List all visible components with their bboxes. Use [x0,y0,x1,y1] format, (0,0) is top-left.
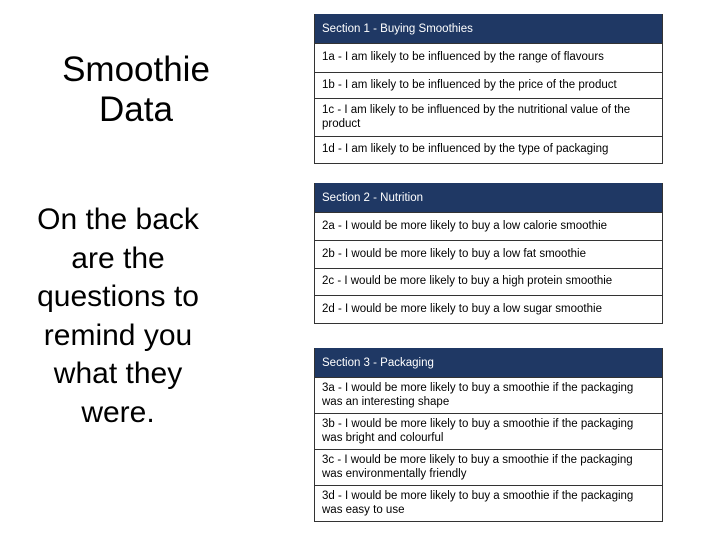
title-line-1: Smoothie [62,50,210,89]
question-3b [315,413,662,449]
section-1-header-label: Section 1 - Buying Smoothies [322,22,473,35]
question-3c-text: 3c - I would be more likely to buy a smoothie if the packaging was environmentally friendly [322,454,633,480]
section-3-header-label: Section 3 - Packaging [322,356,434,369]
title-line-2: Data [99,90,173,129]
section-2-header [315,183,662,212]
question-2c [315,268,662,295]
note-line-5: what they [53,357,183,390]
question-1a-text: 1a - I am likely to be influenced by the range of flavours [322,51,604,64]
section-1-header [315,14,662,43]
note-line-4: remind you [43,318,193,352]
section-2-header-label: Section 2 - Nutrition [322,191,423,204]
question-2b [315,240,662,268]
question-3a-text: 3a - I would be more likely to buy a smoothie if the packaging was an interesting shape [322,382,634,408]
question-1d-text: 1d - I am likely to be influenced by the type of packaging [322,143,609,156]
section-1-table [314,14,663,164]
question-1c [315,98,662,136]
section-3-header [315,348,662,377]
section-2-table [314,183,663,324]
note-line-1: On the back [37,203,199,236]
section-3-table [314,348,663,522]
question-1a [315,43,662,72]
slide-title [30,50,242,130]
question-2a [315,212,662,240]
question-2d-text: 2d - I would be more likely to buy a low sugar smoothie [322,302,602,315]
question-3b-text: 3b - I would be more likely to buy a smoothie if the packaging was bright and colourful [322,418,634,444]
question-1c-text: 1c - I am likely to be influenced by the nutritional value of the product [322,104,631,130]
question-2b-text: 2b - I would be more likely to buy a low fat smoothie [322,247,586,260]
note-line-3: questions to [37,280,199,313]
question-1b [315,72,662,98]
reminder-note [18,201,218,432]
question-2a-text: 2a - I would be more likely to buy a low calorie smoothie [322,219,608,232]
question-2d [315,295,662,323]
question-3a [315,377,662,413]
note-line-2: are the [71,241,165,275]
question-1d [315,136,662,163]
question-3d-text: 3d - I would be more likely to buy a smoothie if the packaging was easy to use [322,490,634,516]
question-2c-text: 2c - I would be more likely to buy a high protein smoothie [322,275,613,288]
question-3d [315,485,662,521]
question-3c [315,449,662,485]
note-line-6: were. [81,395,155,429]
question-1b-text: 1b - I am likely to be influenced by the price of the product [322,78,617,91]
